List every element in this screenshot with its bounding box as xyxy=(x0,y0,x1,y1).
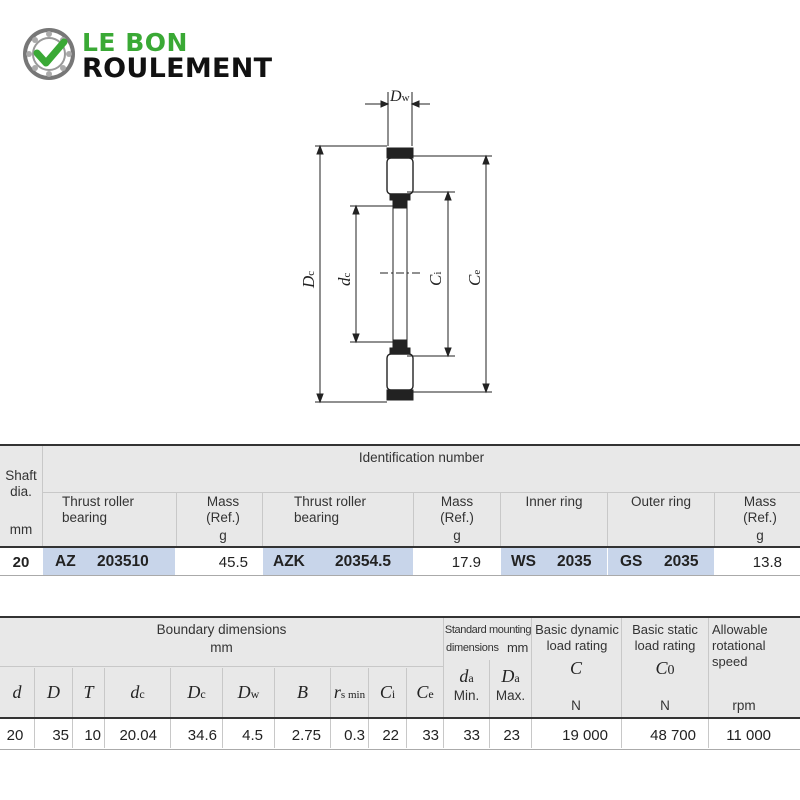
standard-mounting-header: Standard mounting xyxy=(444,624,532,636)
col-d: d xyxy=(12,682,22,702)
val-C0: 48 700 xyxy=(650,727,696,744)
val-d: 20 xyxy=(6,727,24,744)
dynamic-unit: N xyxy=(571,698,581,713)
val-D: 35 xyxy=(52,727,69,744)
gs-id: GS 2035 xyxy=(608,548,714,575)
boundary-header: Boundary dimensions xyxy=(156,622,287,637)
val-r: 0.3 xyxy=(344,727,365,744)
mass-value-2: 17.9 xyxy=(451,554,481,571)
val-da: 33 xyxy=(463,727,480,744)
dynamic-symbol: C xyxy=(569,658,582,678)
val-Da: 23 xyxy=(503,727,520,744)
static-symbol: C0 xyxy=(655,658,675,678)
static-load-header: Basic static load rating xyxy=(632,622,698,653)
col-D: D xyxy=(47,682,60,702)
mass-header-3: Mass (Ref.) xyxy=(743,494,777,525)
identification-header: Identification number xyxy=(358,450,485,465)
mass-header-1: Mass (Ref.) xyxy=(206,494,240,525)
mass-header-2: Mass (Ref.) xyxy=(440,494,474,525)
col-Ce: Ce xyxy=(416,682,434,702)
col-Dw: Dw xyxy=(237,682,260,702)
label-Ci: Ci xyxy=(426,271,445,286)
col-Da-max: Max. xyxy=(495,688,526,703)
outer-ring-header: Outer ring xyxy=(630,494,692,509)
bearing-check-icon xyxy=(22,26,78,82)
val-C: 19 000 xyxy=(562,727,608,744)
thrust-bearing-header-1: Thrust roller bearing xyxy=(62,494,135,525)
dynamic-load-header: Basic dynamic load rating xyxy=(535,622,619,653)
col-Ci: Ci xyxy=(379,682,396,702)
thrust-bearing-header-2: Thrust roller bearing xyxy=(294,494,367,525)
label-dc: dc xyxy=(335,272,354,286)
az-id: AZ 203510 xyxy=(43,548,175,575)
col-Da: Da xyxy=(501,666,520,686)
logo-line1: LE BON xyxy=(82,28,188,57)
val-B: 2.75 xyxy=(291,727,321,744)
val-Ci: 22 xyxy=(382,727,399,744)
label-Dc: Dc xyxy=(299,270,318,288)
mass-value-3: 13.8 xyxy=(752,554,782,571)
col-B: B xyxy=(297,682,308,702)
identification-table xyxy=(0,444,800,576)
val-T: 10 xyxy=(84,727,101,744)
static-unit: N xyxy=(660,698,670,713)
val-Dw: 4.5 xyxy=(242,727,263,744)
speed-header: Allowable rotational speed xyxy=(712,622,768,669)
azk-id: AZK 20354.5 xyxy=(263,548,413,575)
mass-unit-2: g xyxy=(453,528,461,543)
mass-unit-3: g xyxy=(756,528,764,543)
dimensions-table xyxy=(0,616,800,752)
col-da-min: Min. xyxy=(453,688,480,703)
col-dc: dc xyxy=(130,682,145,702)
val-speed: 11 000 xyxy=(726,727,771,744)
logo-line2: ROULEMENT xyxy=(82,53,273,84)
col-T: T xyxy=(83,682,94,702)
speed-unit: rpm xyxy=(732,698,756,713)
bearing-drawing xyxy=(290,86,510,406)
inner-ring-header: Inner ring xyxy=(525,494,583,509)
standard-mounting-header-2: dimensions mm xyxy=(446,640,528,655)
brand-logo xyxy=(22,26,312,84)
col-r: rs min xyxy=(333,682,366,702)
shaft-value: 20 xyxy=(12,554,30,571)
shaft-unit: mm xyxy=(9,522,33,537)
label-Ce: Ce xyxy=(465,269,484,286)
val-dc: 20.04 xyxy=(119,727,157,744)
val-Dc: 34.6 xyxy=(187,727,217,744)
val-Ce: 33 xyxy=(422,727,439,744)
mass-unit-1: g xyxy=(219,528,227,543)
label-Dw: Dw xyxy=(390,88,410,105)
mass-value-1: 45.5 xyxy=(218,554,248,571)
col-Dc: Dc xyxy=(187,682,206,702)
shaft-dia-header: Shaft dia. xyxy=(5,468,37,499)
ws-id: WS 2035 xyxy=(501,548,607,575)
boundary-unit: mm xyxy=(210,640,233,655)
col-da: da xyxy=(459,666,474,686)
